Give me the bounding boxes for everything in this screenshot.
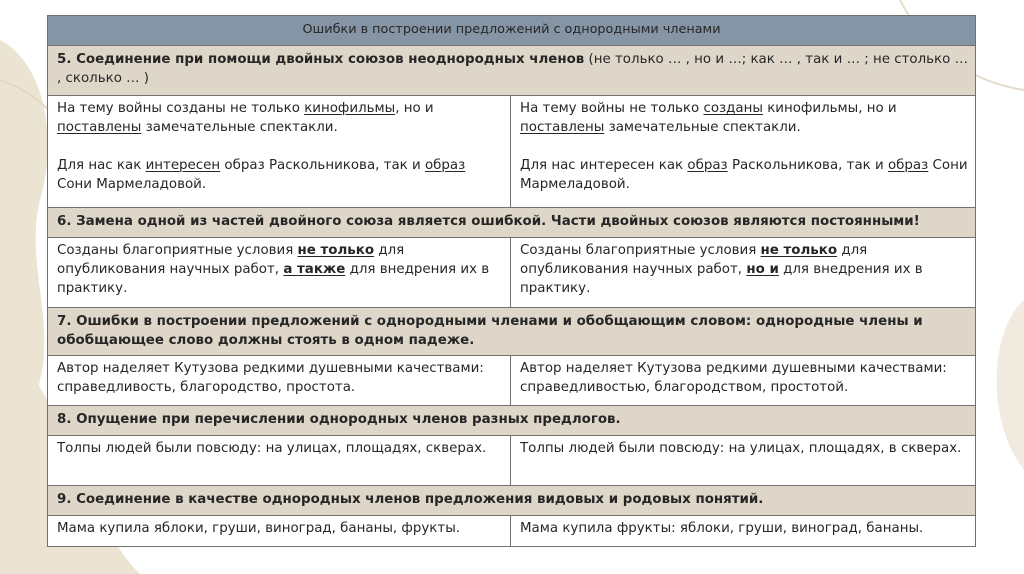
rule-7-correct-example: Автор наделяет Кутузова редкими душевными качествами: справедливостью, благородством, простотой. [511,356,976,406]
r5-left-sentence-2: Для нас как интересен образ Раскольникова, так и образ Сони Мармеладовой. [57,158,466,192]
rule-9-row [48,486,976,516]
table-title: Ошибки в построении предложений с однородными членами [48,16,976,46]
rule-6-row [48,208,976,238]
rule-5 [48,46,976,96]
rule-5-bold: 5. Соединение при помощи двойных союзов неоднородных членов [57,52,585,67]
rule-8: 8. Опущение при перечислении однородных членов разных предлогов. [48,406,976,436]
rule-6-wrong-example: Созданы благоприятные условия не только для опубликования научных работ, а также для внедрения их в практику. [48,238,511,308]
rule-5-rest: (не только … , но и …; как … , так и … ; не столько … , сколько … ) [57,52,968,86]
r5-right-sentence-1: На тему войны не только созданы кинофильмы, но и поставлены замечательные спектакли. [520,101,897,135]
rule-7-wrong-example: Автор наделяет Кутузова редкими душевными качествами: справедливость, благородство, простота. [48,356,511,406]
rule-5-wrong-example [48,96,511,208]
rule-5-examples [48,96,976,208]
rule-9: 9. Соединение в качестве однородных членов предложения видовых и родовых понятий. [48,486,976,516]
rule-7-examples [48,356,976,406]
decor-right-shape [997,300,1024,470]
rule-7-row [48,308,976,356]
rule-8-wrong-example: Толпы людей были повсюду: на улицах, площадях, скверах. [48,436,511,486]
r5-right-sentence-2: Для нас интересен как образ Раскольникова, так и образ Сони Мармеладовой. [520,158,968,192]
rule-8-examples [48,436,976,486]
rule-6-examples [48,238,976,308]
rule-9-wrong-example: Мама купила яблоки, груши, виноград, бананы, фрукты. [48,516,511,547]
errors-table [47,15,976,547]
r5-left-sentence-1: На тему войны созданы не только кинофильмы, но и поставлены замечательные спектакли. [57,101,434,135]
rule-5-correct-example [511,96,976,208]
rule-6: 6. Замена одной из частей двойного союза является ошибкой. Части двойных союзов являются постоянными! [48,208,976,238]
rule-9-correct-example: Мама купила фрукты: яблоки, груши, виноград, бананы. [511,516,976,547]
rule-8-row [48,406,976,436]
table-title-row [48,16,976,46]
rule-8-correct-example: Толпы людей были повсюду: на улицах, площадях, в скверах. [511,436,976,486]
rule-5-row [48,46,976,96]
rule-9-examples [48,516,976,547]
rule-7: 7. Ошибки в построении предложений с однородными членами и обобщающим словом: однородные члены и обобщающее слово должны стоять в одном падеже. [48,308,976,356]
rule-6-correct-example: Созданы благоприятные условия не только для опубликования научных работ, но и для внедрения их в практику. [511,238,976,308]
